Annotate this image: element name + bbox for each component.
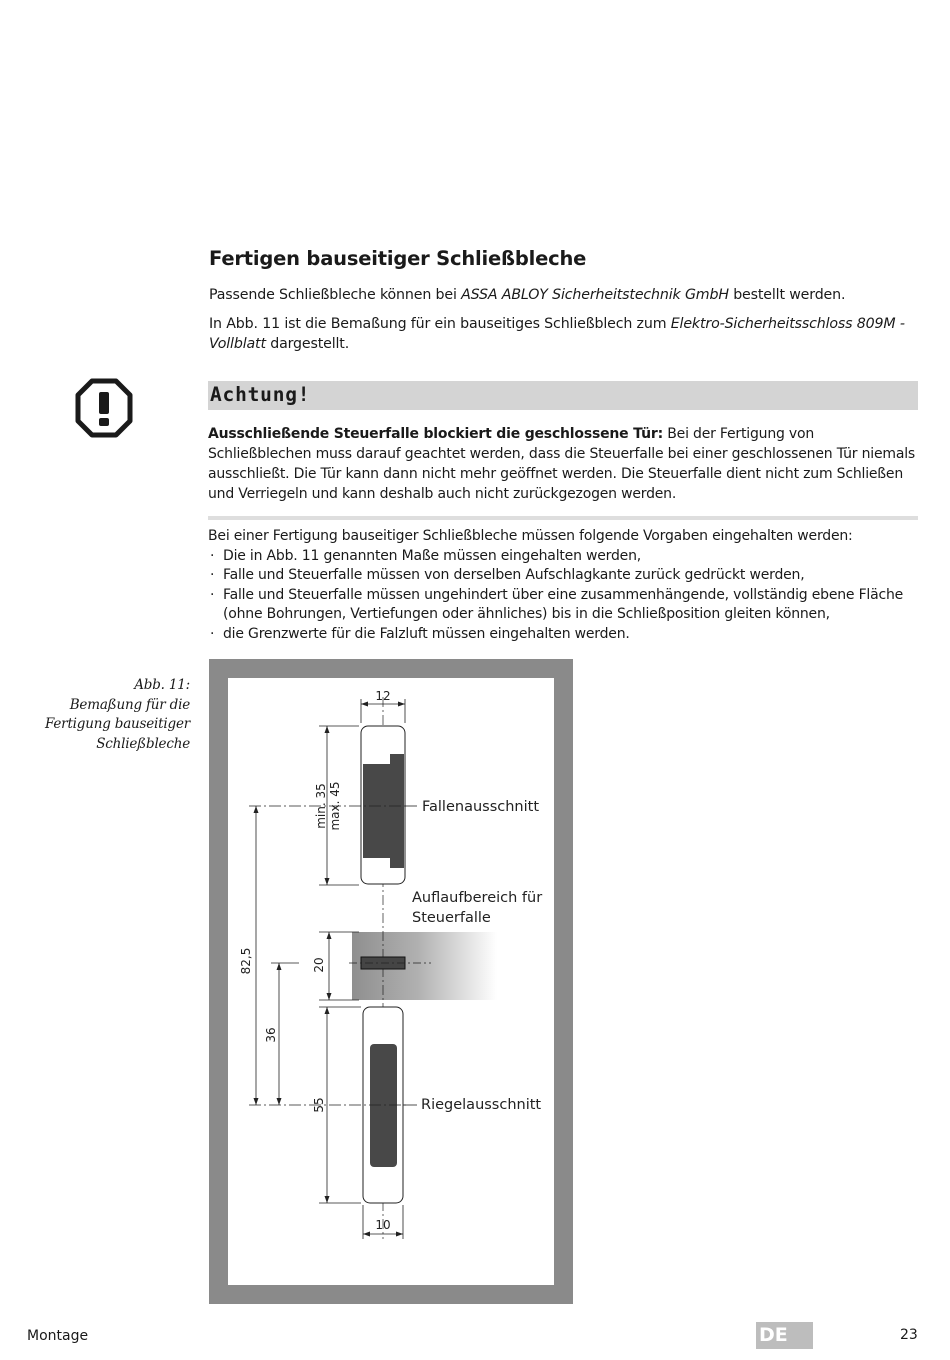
warning-lead: Ausschließende Steuerfalle blockiert die geschlossene Tür: — [208, 426, 664, 442]
dim-10: 10 — [375, 1218, 391, 1232]
footer-section: Montage — [27, 1328, 89, 1344]
requirements-block — [208, 527, 920, 645]
warning-text: Ausschließende Steuerfalle blockiert die geschlossene Tür: Bei der Fertigung von Schließblechen muss darauf geachtet werden, dass die Steuerfalle bei einer geschlossenen Tür niemals ausschließt. Die Tür kann dann nicht mehr geöffnet werden. Die Steuerfalle dient nicht zum Schließen und Verriegeln und kann deshalb auch nicht zurückgezogen werden. — [208, 426, 915, 502]
language-badge: DE — [756, 1322, 813, 1349]
figure-reference-paragraph: In Abb. 11 ist die Bemaßung für ein bauseitiges Schließblech zum Elektro-Sicherheitsschloss 809M - Vollblatt dargestellt. — [209, 316, 905, 352]
label-auflaufbereich-1: Auflaufbereich für — [412, 890, 543, 906]
latch-cutout — [363, 754, 404, 868]
dim-min-35: min. 35 — [314, 783, 328, 829]
warning-title-bar — [208, 381, 918, 410]
intro-paragraph: Passende Schließbleche können bei ASSA ABLOY Sicherheitstechnik GmbH bestellt werden. — [209, 287, 846, 303]
dim-36: 36 — [264, 1027, 278, 1043]
label-riegelausschnitt: Riegelausschnitt — [421, 1097, 542, 1113]
requirements-intro: Bei einer Fertigung bauseitiger Schließbleche müssen folgende Vorgaben eingehalten werden: — [208, 528, 853, 544]
page-number: 23 — [900, 1327, 918, 1343]
dim-55: 55 — [312, 1097, 326, 1113]
list-item: · die Grenzwerte für die Falzluft müssen eingehalten werden. — [208, 625, 920, 645]
list-item: · Falle und Steuerfalle müssen von derselben Aufschlagkante zurück gedrückt werden, — [208, 566, 920, 586]
requirements-list — [208, 547, 920, 645]
bolt-cutout — [370, 1044, 397, 1167]
strike-plate-drawing — [209, 659, 573, 1304]
list-item: · Falle und Steuerfalle müssen ungehindert über eine zusammenhängende, vollständig ebene Fläche (ohne Bohrungen, Vertiefungen oder ähnliches) bis in die Schließposition gleiten können, — [208, 586, 920, 625]
figure-number: Abb. 11: — [134, 677, 190, 693]
list-item: · Die in Abb. 11 genannten Maße müssen eingehalten werden, — [208, 547, 920, 567]
dim-12: 12 — [375, 689, 391, 703]
section-divider — [208, 516, 918, 520]
section-heading: Fertigen bauseitiger Schließbleche — [209, 247, 587, 270]
product-name: Elektro-Sicherheitsschloss 809M - Vollblatt — [209, 316, 905, 352]
label-fallenausschnitt: Fallenausschnitt — [422, 799, 539, 815]
exclamation-octagon-icon — [75, 378, 133, 438]
dim-max-45: max. 45 — [328, 781, 342, 831]
company-name: ASSA ABLOY Sicherheitstechnik GmbH — [461, 287, 729, 303]
dim-20: 20 — [312, 957, 326, 973]
figure-caption: Abb. 11: Bemaßung für die Fertigung bauseitiger Schließbleche — [20, 676, 190, 754]
warning-title: Achtung! — [210, 383, 311, 406]
label-auflaufbereich-2: Steuerfalle — [412, 910, 491, 926]
dim-82-5: 82,5 — [239, 947, 253, 975]
